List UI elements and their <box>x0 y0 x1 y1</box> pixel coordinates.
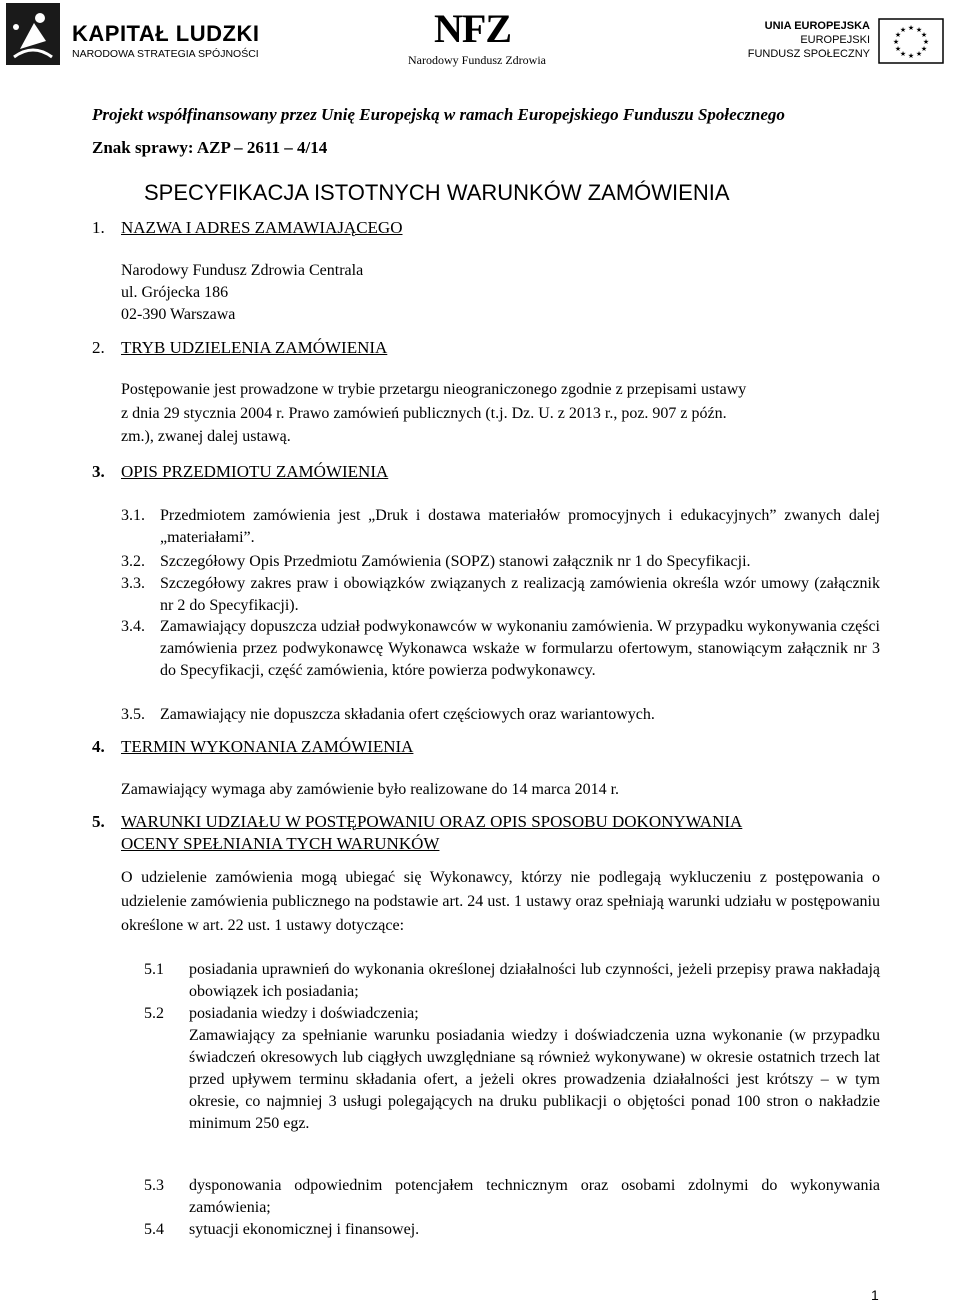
nfz-logo <box>404 8 560 72</box>
item-3-3-text: Szczegółowy zakres praw i obowiązków związanych z realizacją zamówienia określa wzór umowy (załącznik nr 2 do Specyfikacji). <box>160 575 880 614</box>
section-2-text-line-2: z dnia 29 stycznia 2004 r. Prawo zamówień publicznych (t.j. Dz. U. z 2013 r., poz. 907 z późn. <box>121 405 727 422</box>
svg-text:★: ★ <box>915 50 923 58</box>
svg-text:★: ★ <box>907 24 915 32</box>
svg-text:★: ★ <box>899 50 907 58</box>
item-3-4-text: Zamawiający dopuszcza udział podwykonawców w wykonaniu zamówienia. W przypadku wykonywania części zamówienia przez podwykonawcę Wykonawca wskaże w formularzu ofertowym, stanowiącym załącznik nr 3 do Specyfikacji, część zamówienia, które powierza podwykonawcy. <box>160 618 880 679</box>
section-2-text-line-1: Postępowanie jest prowadzone w trybie przetargu nieograniczonego zgodnie z przepisami ustawy <box>121 381 747 398</box>
address-line-3: 02-390 Warszawa <box>121 306 236 323</box>
svg-text:★: ★ <box>915 26 923 34</box>
section-2-heading: TRYB UDZIELENIA ZAMÓWIENIA <box>121 338 388 357</box>
section-2-text-line-3: zm.), zwanej dalej ustawą. <box>121 428 291 445</box>
svg-text:★: ★ <box>920 45 928 53</box>
svg-text:★: ★ <box>920 31 928 39</box>
section-4-text: Zamawiający wymaga aby zamówienie było realizowane do 14 marca 2014 r. <box>121 781 620 798</box>
nfz-subtitle: Narodowy Fundusz Zdrowia <box>408 53 546 67</box>
kl-subtitle: NARODOWA STRATEGIA SPÓJNOŚCI <box>72 48 259 60</box>
page-number: 1 <box>871 1287 879 1303</box>
item-3-1-number: 3.1. <box>121 507 145 524</box>
item-5-2-number: 5.2 <box>144 1005 164 1022</box>
section-3-number: 3. <box>92 462 105 481</box>
eu-flag-icon <box>878 18 944 64</box>
case-number: Znak sprawy: AZP – 2611 – 4/14 <box>92 138 328 157</box>
section-1-number: 1. <box>92 218 105 237</box>
item-3-5-text: Zamawiający nie dopuszcza składania ofert częściowych oraz wariantowych. <box>160 706 655 723</box>
section-2-number: 2. <box>92 338 105 357</box>
ue-line2: EUROPEJSKI <box>800 34 870 46</box>
item-5-4-number: 5.4 <box>144 1221 164 1238</box>
item-5-1-text: posiadania uprawnień do wykonania określonej działalności lub czynności, jeżeli przepisy prawa nakładają obowiązek ich posiadania; <box>189 961 880 1000</box>
item-3-2-number: 3.2. <box>121 553 145 570</box>
item-5-4-text: sytuacji ekonomicznej i finansowej. <box>189 1221 420 1238</box>
section-4-heading: TERMIN WYKONANIA ZAMÓWIENIA <box>121 737 414 756</box>
section-5-intro: O udzielenie zamówienia mogą ubiegać się Wykonawcy, którzy nie podlegają wykluczeniu z postępowania o udzielenie zamówienia publicznego na podstawie art. 24 ust. 1 ustawy oraz spełniają warunki udziału w postępowaniu określone w art. 22 ust. 1 ustawy dotyczące: <box>121 869 880 934</box>
section-1-heading: NAZWA I ADRES ZAMAWIAJĄCEGO <box>121 218 403 237</box>
kapital-ludzki-emblem-icon <box>6 3 60 65</box>
item-5-2-detail: Zamawiający za spełnianie warunku posiadania wiedzy i doświadczenia uzna wykonanie (w przypadku świadczeń okresowych lub ciągłych uwzględniane są również wykonywane) w okresie ostatnich trzech lat przed upływem terminu składania ofert, a jeżeli okres prowadzenia działalności jest krótszy – w tym okresie, co najmniej 3 usługi polegających na druku publikacji o objętości ponad 100 stron o nakładzie minimum 250 egz. <box>189 1027 880 1132</box>
address-line-1: Narodowy Fundusz Zdrowia Centrala <box>121 262 364 279</box>
section-5-number: 5. <box>92 812 105 831</box>
svg-text:★: ★ <box>894 31 902 39</box>
item-5-1-number: 5.1 <box>144 961 164 978</box>
kapital-ludzki-logo <box>6 3 306 65</box>
item-5-2-text: posiadania wiedzy i doświadczenia; <box>189 1005 419 1022</box>
kl-title: KAPITAŁ LUDZKI <box>72 21 260 46</box>
item-3-3-number: 3.3. <box>121 575 145 592</box>
project-line: Projekt współfinansowany przez Unię Europejską w ramach Europejskiego Funduszu Społecznego <box>92 105 785 124</box>
item-3-5-number: 3.5. <box>121 706 145 723</box>
ue-line1: UNIA EUROPEJSKA <box>764 20 870 32</box>
nfz-logo-mark: NFZ <box>434 6 511 51</box>
item-3-2-text: Szczegółowy Opis Przedmiotu Zamówienia (SOPZ) stanowi załącznik nr 1 do Specyfikacji. <box>160 553 751 570</box>
item-3-4-number: 3.4. <box>121 618 145 635</box>
item-3-1-text: Przedmiotem zamówienia jest „Druk i dostawa materiałów promocyjnych i edukacyjnych” zwanych dalej „materiałami”. <box>160 507 880 546</box>
document-title: SPECYFIKACJA ISTOTNYCH WARUNKÓW ZAMÓWIENIA <box>144 180 730 205</box>
ue-line3: FUNDUSZ SPOŁECZNY <box>747 48 870 60</box>
item-5-3-number: 5.3 <box>144 1177 164 1194</box>
item-5-3-text: dysponowania odpowiednim potencjałem technicznym oraz osobami zdolnymi do wykonywania zamówienia; <box>189 1177 880 1216</box>
svg-text:★: ★ <box>922 38 930 46</box>
header-logos <box>0 0 960 80</box>
svg-text:★: ★ <box>899 26 907 34</box>
svg-text:★: ★ <box>894 45 902 53</box>
section-5-heading-line-1: WARUNKI UDZIAŁU W POSTĘPOWANIU ORAZ OPIS SPOSOBU DOKONYWANIA <box>121 812 743 831</box>
section-5-heading-line-2: OCENY SPEŁNIANIA TYCH WARUNKÓW <box>121 834 440 853</box>
ue-logo <box>747 18 950 70</box>
svg-text:★: ★ <box>892 38 900 46</box>
address-line-2: ul. Grójecka 186 <box>121 284 229 301</box>
svg-text:★: ★ <box>907 52 915 60</box>
section-3-heading: OPIS PRZEDMIOTU ZAMÓWIENIA <box>121 462 389 481</box>
section-4-number: 4. <box>92 737 105 756</box>
